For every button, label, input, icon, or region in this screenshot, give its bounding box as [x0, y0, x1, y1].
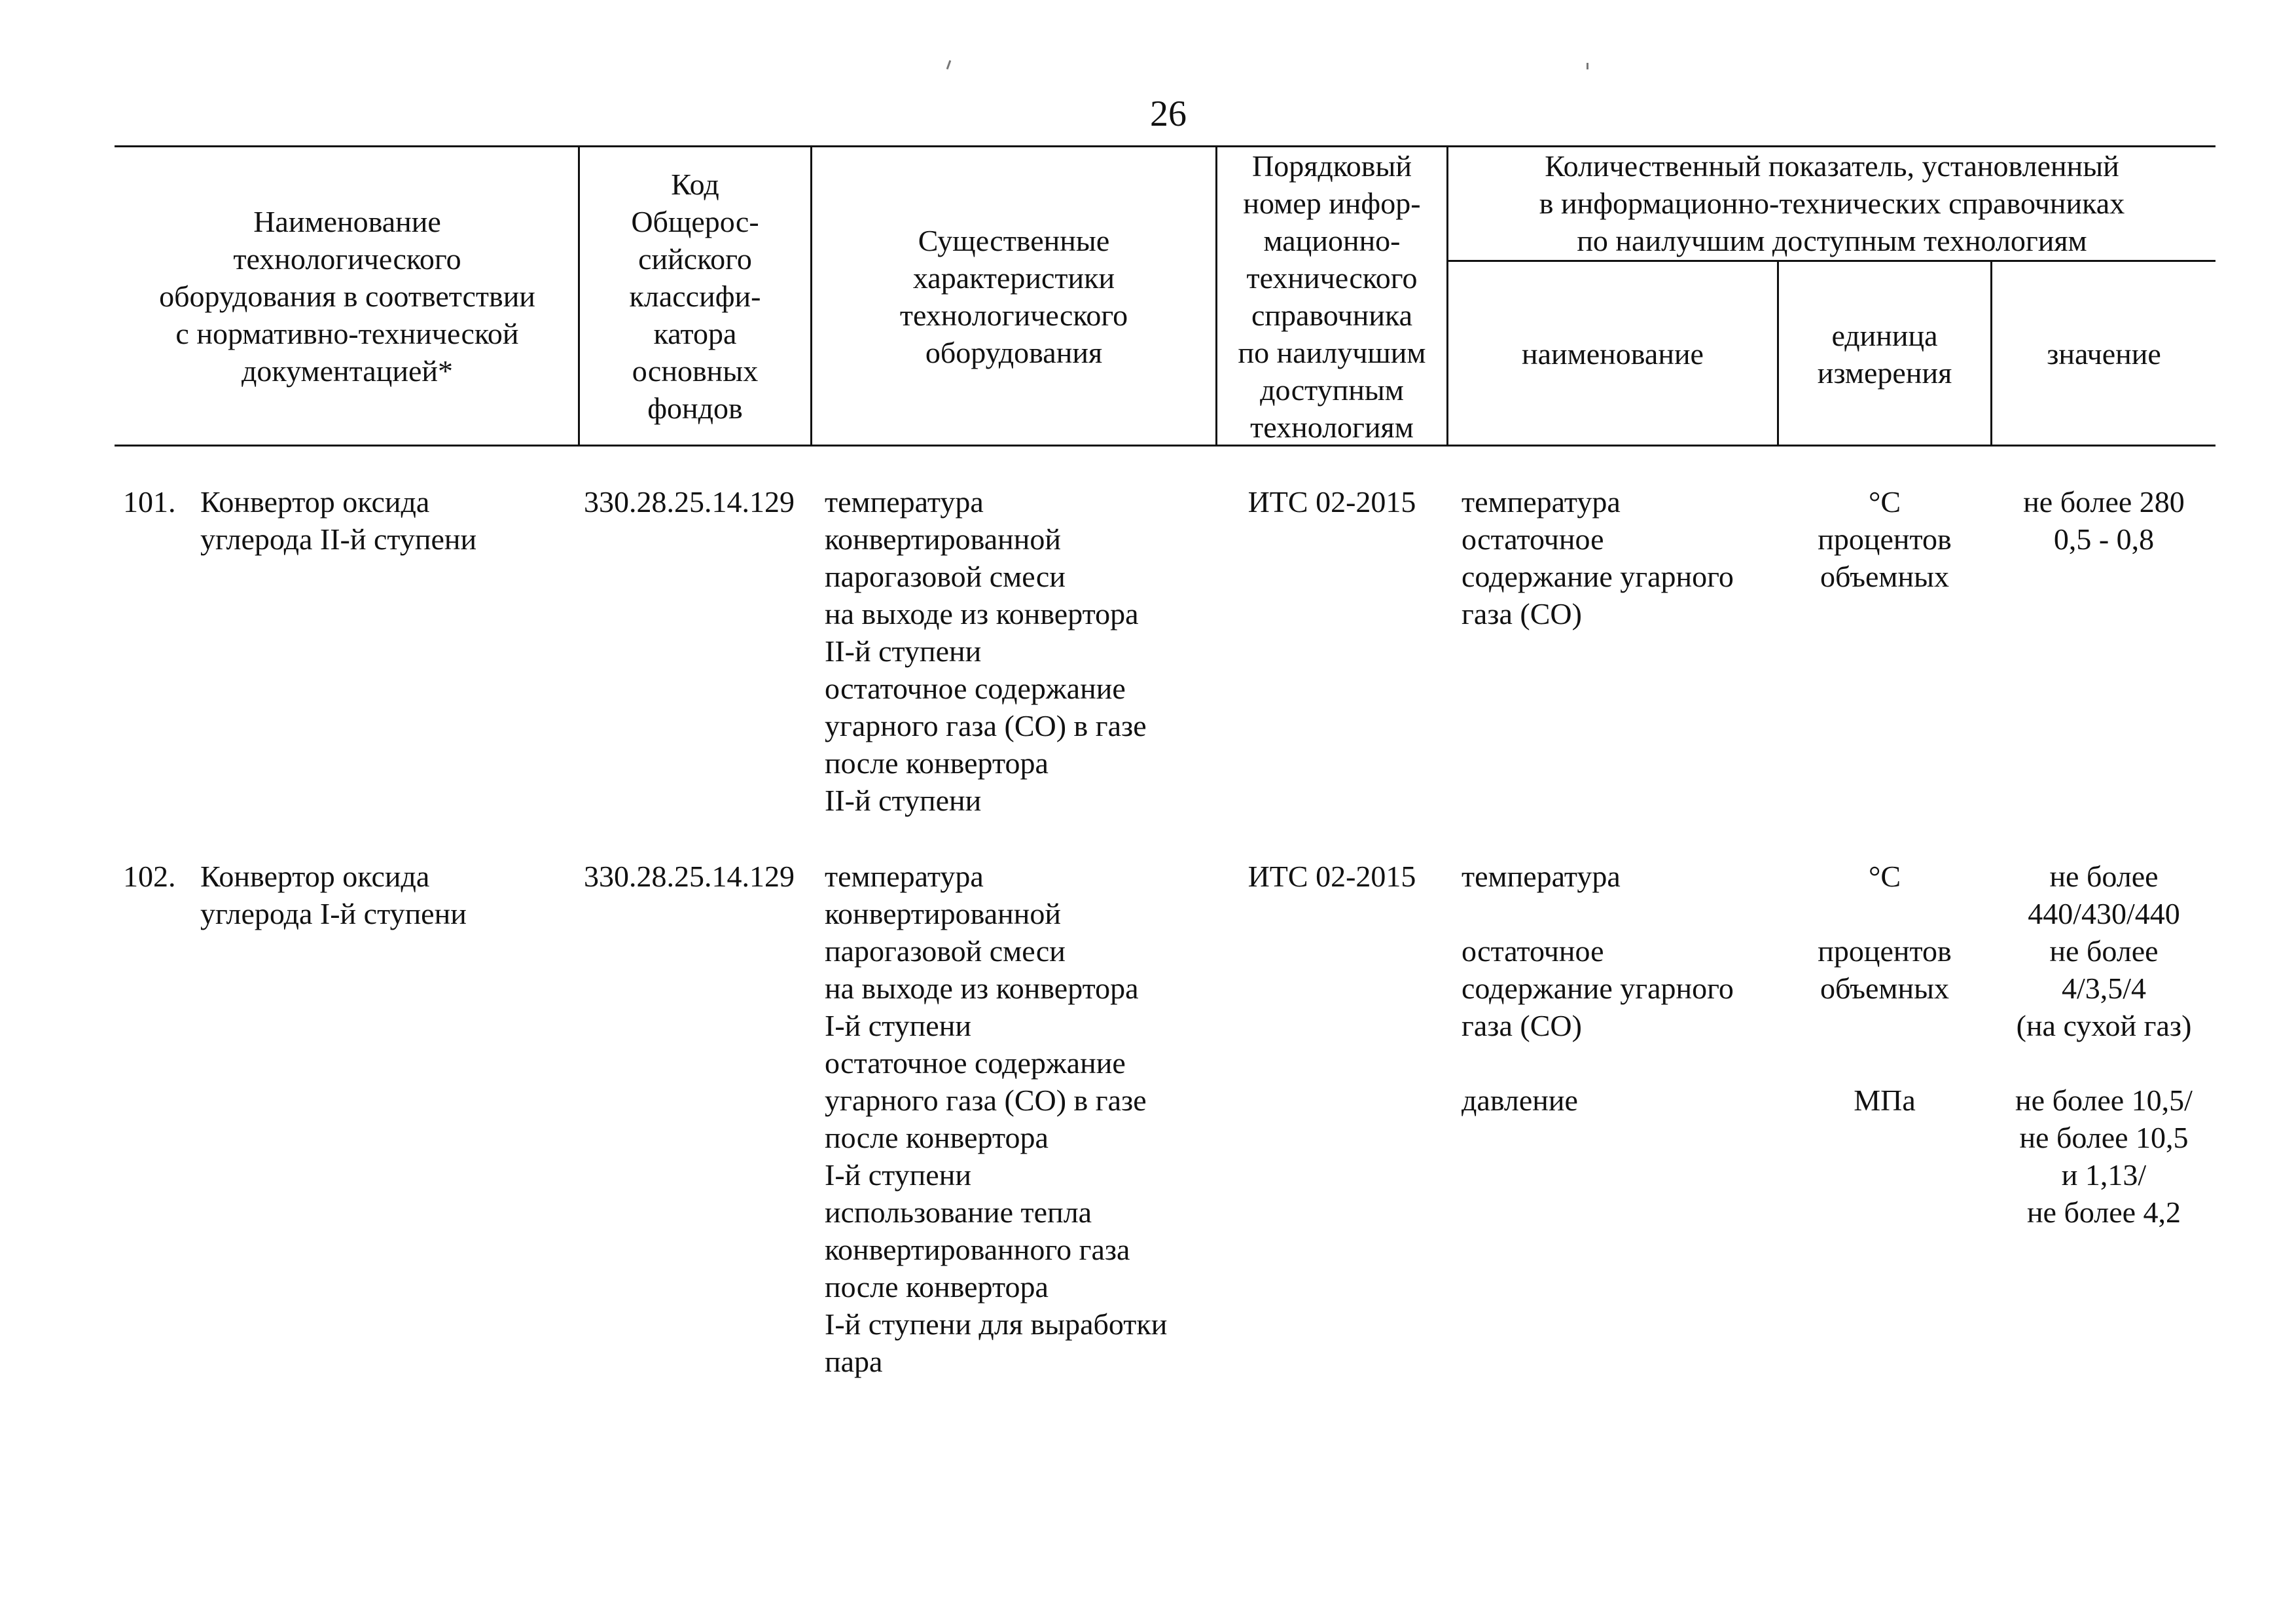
characteristics: температура конвертированной парогазовой смеси на выходе из конвертора I-й ступени остаточное содержание угарного газа (CO) в газе после конвертора I-й ступени использование тепла конвертированного газа после конвертора I-й ступени для выработки пара [825, 860, 1168, 1378]
reference-number: ИТС 02-2015 [1247, 485, 1416, 519]
header-indicator-name: наименование [1522, 337, 1704, 371]
header-indicator-group: Количественный показатель, установленный в информационно-технических справочниках по наилучшим доступным технологиям [1539, 149, 2125, 257]
row-number: 102. [123, 860, 176, 893]
scan-speck [1587, 63, 1588, 69]
header-classifier-code: Код Общерос- сийского классифи- катора основных фондов [629, 168, 761, 425]
indicator-units: °C процентов объемных [1818, 485, 1952, 593]
equipment-name: Конвертор оксида углерода I-й ступени [200, 860, 467, 930]
indicator-units: °C процентов объемных МПа [1818, 860, 1952, 1117]
header-bottom-rule [115, 445, 2215, 447]
header-unit: единица измерения [1817, 319, 1952, 390]
indicator-values: не более 280 0,5 - 0,8 [2023, 485, 2185, 556]
classifier-code: 330.28.25.14.129 [584, 485, 795, 519]
header-characteristics: Существенные характеристики технологического оборудования [899, 224, 1128, 369]
characteristics: температура конвертированной парогазовой смеси на выходе из конвертора II-й ступени остаточное содержание угарного газа (CO) в газе после конвертора II-й ступени [825, 485, 1147, 817]
indicator-names: температура остаточное содержание угарного газа (CO) давление [1462, 860, 1734, 1117]
header-equipment-name: Наименование технологического оборудования в соответствии с нормативно-технической документацией* [159, 205, 535, 388]
classifier-code: 330.28.25.14.129 [584, 860, 795, 893]
indicator-values: не более 440/430/440 не более 4/3,5/4 (на сухой газ) не более 10,5/ не более 10,5 и 1,13/ не более 4,2 [2015, 860, 2193, 1229]
scan-speck [946, 60, 952, 69]
row-number: 101. [123, 485, 176, 519]
equipment-name: Конвертор оксида углерода II-й ступени [200, 485, 477, 556]
indicator-names: температура остаточное содержание угарного газа (CO) [1462, 485, 1734, 630]
header-reference-number: Порядковый номер инфор- мационно- технического справочника по наилучшим доступным технологиям [1238, 149, 1426, 444]
reference-number: ИТС 02-2015 [1247, 860, 1416, 893]
header-value: значение [2047, 337, 2161, 371]
indicator-group-rule [1446, 260, 2215, 262]
page-number: 26 [1150, 94, 1187, 134]
